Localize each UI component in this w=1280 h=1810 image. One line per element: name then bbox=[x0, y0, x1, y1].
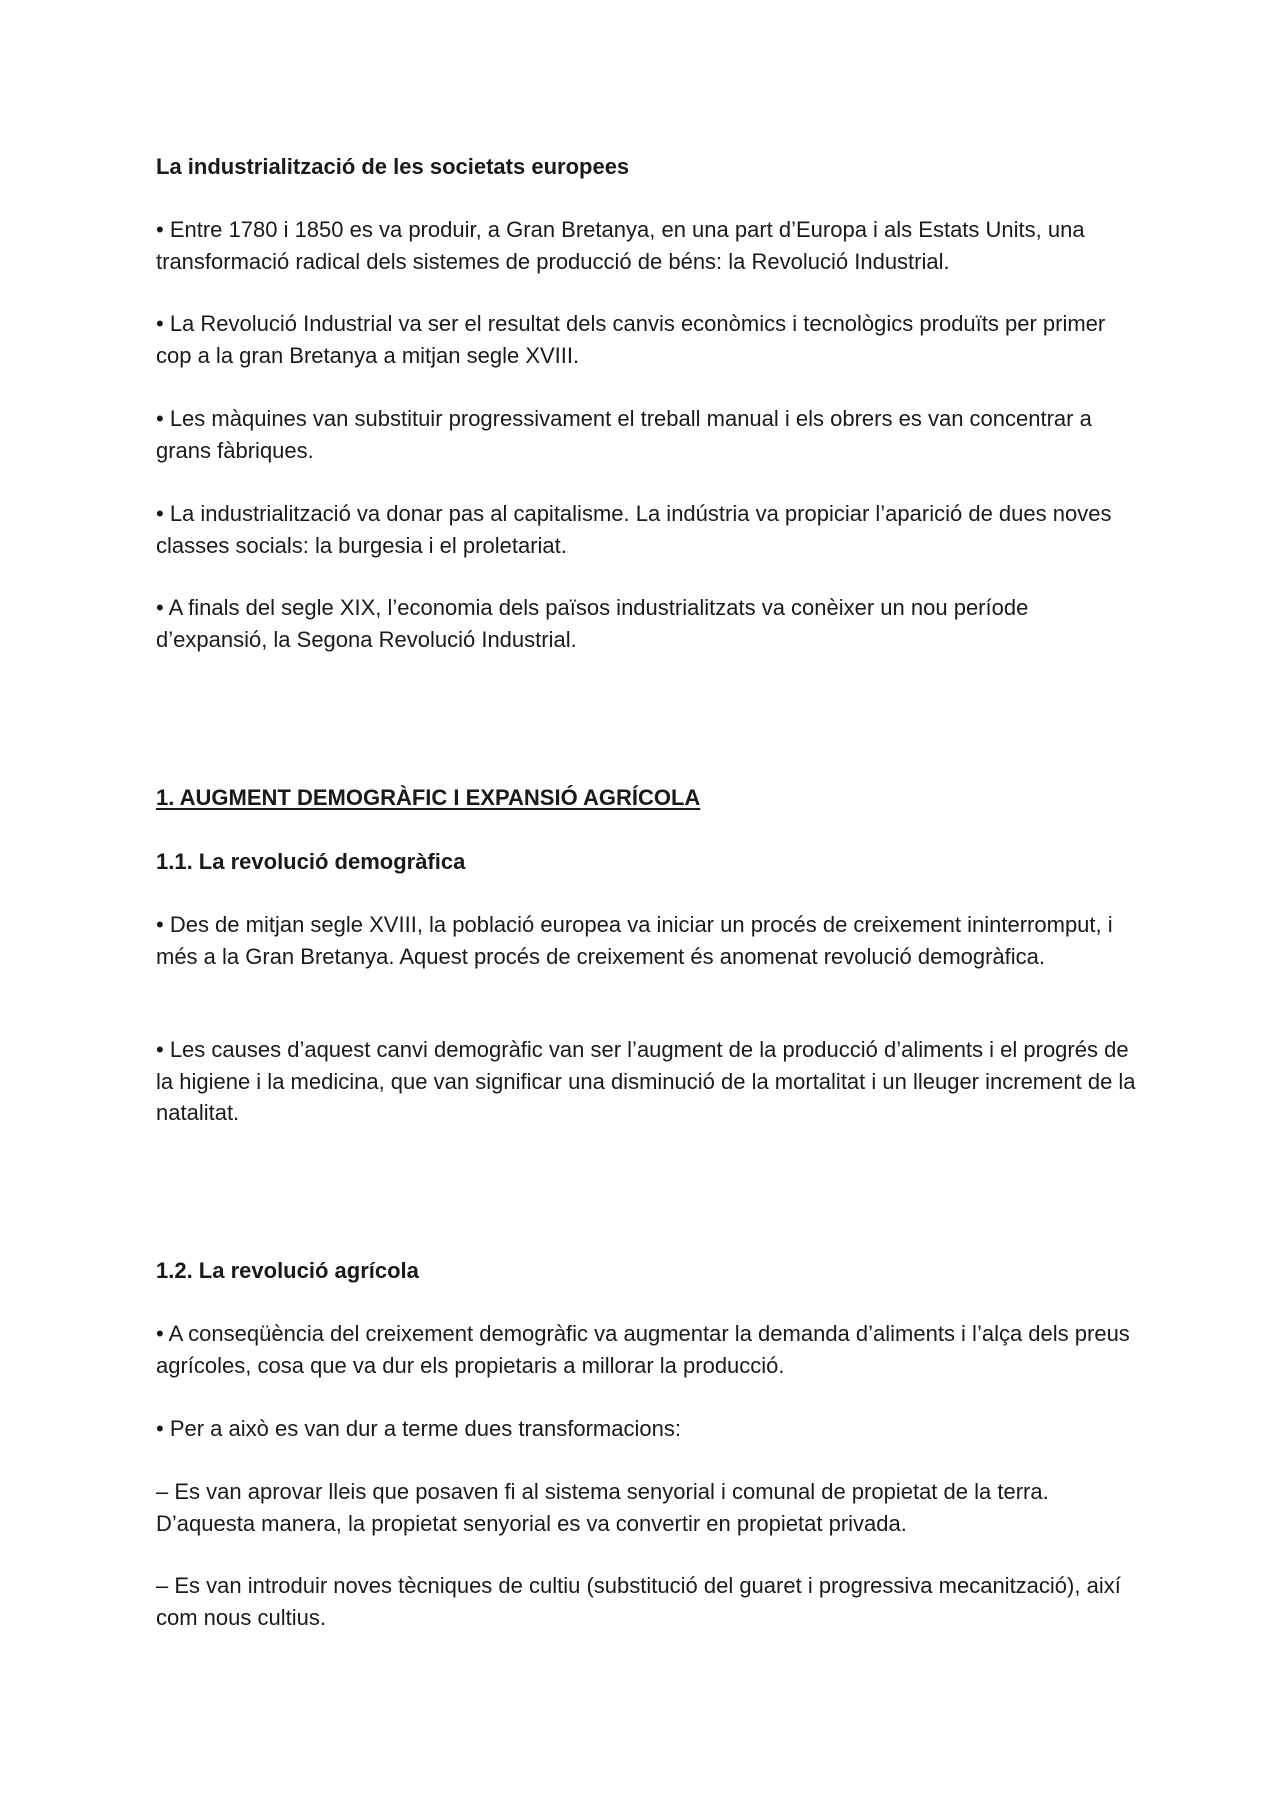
demographic-paragraph-1: • Des de mitjan segle XVIII, la població europea va iniciar un procés de creixement ininterromput, i més a la Gran Bretanya. Aquest procés de creixement és anomenat revolució demogràfica. bbox=[156, 912, 1113, 969]
subsection-heading-demographic: 1.1. La revolució demogràfica bbox=[156, 849, 466, 874]
intro-paragraph-5: • A finals del segle XIX, l’economia dels països industrialitzats va conèixer un nou període d’expansió, la Segona Revolució Industrial. bbox=[156, 595, 1029, 652]
agricultural-list-item-2: – Es van introduir noves tècniques de cultiu (substitució del guaret i progressiva mecanització), així com nous cultius. bbox=[156, 1573, 1121, 1630]
subsection-heading-agricultural: 1.2. La revolució agrícola bbox=[156, 1258, 419, 1283]
agricultural-paragraph-2: • Per a això es van dur a terme dues transformacions: bbox=[156, 1416, 681, 1441]
intro-paragraph-2: • La Revolució Industrial va ser el resultat dels canvis econòmics i tecnològics produïts per primer cop a la gran Bretanya a mitjan segle XVIII. bbox=[156, 311, 1106, 368]
agricultural-paragraph-1: • A conseqüència del creixement demogràfic va augmentar la demanda d’aliments i l’alça dels preus agrícoles, cosa que va dur els propietaris a millorar la producció. bbox=[156, 1321, 1130, 1378]
demographic-paragraph-2: • Les causes d’aquest canvi demogràfic van ser l’augment de la producció d’aliments i el progrés de la higiene i la medicina, que van significar una disminució de la mortalitat i un lleuger increment de la natalitat. bbox=[156, 1037, 1136, 1125]
section-heading: 1. AUGMENT DEMOGRÀFIC I EXPANSIÓ AGRÍCOLA bbox=[156, 785, 701, 810]
intro-paragraph-3: • Les màquines van substituir progressivament el treball manual i els obrers es van concentrar a grans fàbriques. bbox=[156, 406, 1092, 463]
intro-paragraph-1: • Entre 1780 i 1850 es va produir, a Gran Bretanya, en una part d’Europa i als Estats Units, una transformació radical dels sistemes de producció de béns: la Revolució Industrial. bbox=[156, 217, 1085, 274]
document-title: La industrialització de les societats europees bbox=[156, 154, 630, 179]
intro-paragraph-4: • La industrialització va donar pas al capitalisme. La indústria va propiciar l’aparició de dues noves classes socials: la burgesia i el proletariat. bbox=[156, 501, 1112, 558]
agricultural-list-item-1: – Es van aprovar lleis que posaven fi al sistema senyorial i comunal de propietat de la terra. D’aquesta manera, la propietat senyorial es va convertir en propietat privada. bbox=[156, 1479, 1049, 1536]
